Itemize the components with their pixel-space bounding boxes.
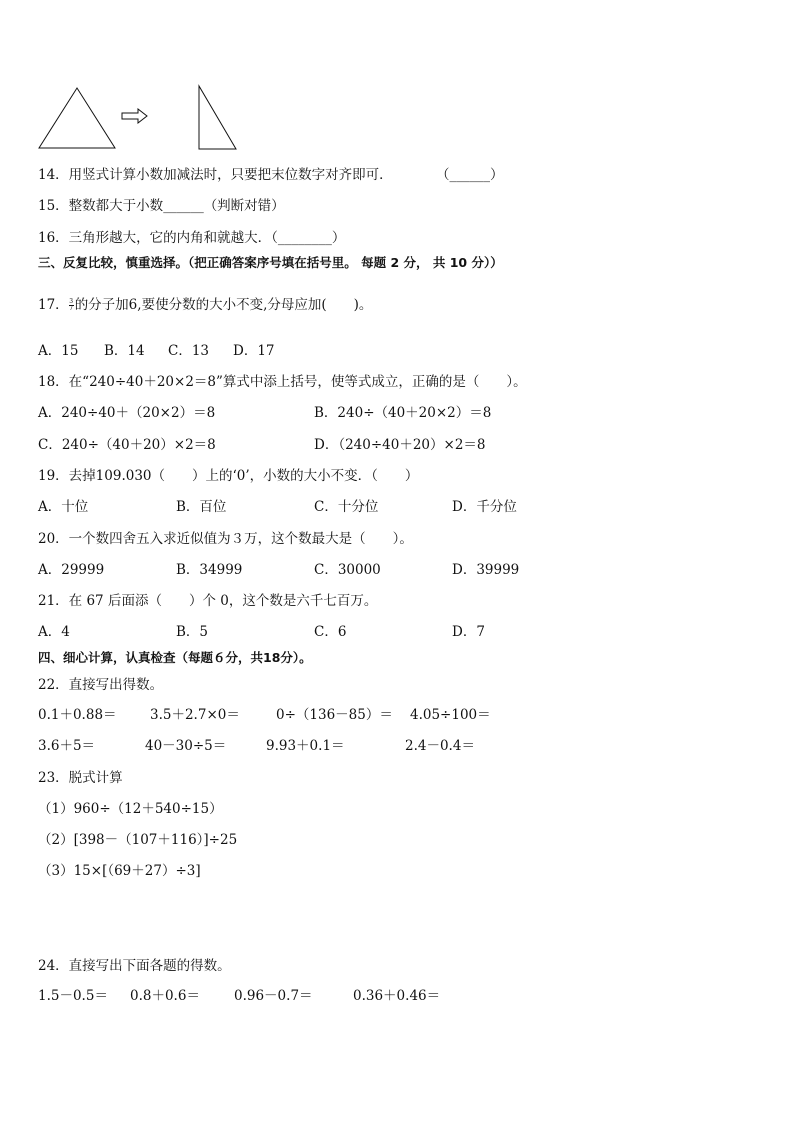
right-arrow-icon (121, 108, 149, 124)
calc-item: 40－30÷5＝ (145, 738, 227, 754)
question-15-text: 15．整数都大于小数 (38, 198, 164, 214)
calc-item: 0.96－0.7＝ (234, 988, 313, 1004)
section-3-title: 三、反复比较，慎重选择。（把正确答案序号填在括号里。 每题 2 分， 共 10 分）） (38, 255, 503, 270)
calc-item: 0.36＋0.46＝ (353, 988, 441, 1004)
question-16-text: 16．三角形越大，它的内角和就越大．（________） (38, 230, 346, 246)
question-18-option-b: B．240÷（40＋20×2）＝8 (314, 405, 492, 421)
calc-item: 1.5－0.5＝ (38, 988, 108, 1004)
question-19-option-c: C．十分位 (314, 499, 379, 515)
question-15-note: （判断对错） (203, 198, 285, 214)
question-14-answer-bracket: （______） (436, 167, 504, 183)
calc-item: 3.6＋5＝ (38, 738, 96, 754)
question-21: 21．在 67 后面添（ ）个 0，这个数是六千七百万。 (38, 593, 378, 609)
question-21-option-c: C．6 (314, 624, 347, 640)
question-21-option-d: D．7 (452, 624, 485, 640)
question-19-option-a: A．十位 (38, 499, 89, 515)
question-17-text: 的分子加6,要使分数的大小不变,分母应加( )。 (74, 297, 373, 313)
question-14 (38, 166, 393, 184)
section-4-title: 四、细心计算，认真检查（每题６分，共18分）。 (38, 650, 312, 665)
question-20-option-c: C．30000 (314, 562, 381, 578)
question-17-option-c: C．13 (168, 343, 210, 359)
question-17 (38, 296, 372, 314)
right-triangle-figure (196, 84, 240, 152)
question-15 (38, 197, 285, 215)
question-21-option-b: B．5 (176, 624, 209, 640)
fraction-denominator: 7 (69, 305, 74, 312)
question-19-option-d: D．千分位 (452, 499, 517, 515)
question-19-option-b: B．百位 (176, 499, 227, 515)
step-calc-item: （3）15×[（69＋27）÷3] (38, 863, 201, 879)
question-21-option-a: A．4 (38, 624, 70, 640)
question-18: 18．在“240÷40＋20×2＝8”算式中添上括号，使等式成立，正确的是（ ）。 (38, 374, 527, 390)
calc-item: 3.5＋2.7×0＝ (150, 707, 240, 723)
question-20-option-a: A．29999 (38, 562, 105, 578)
question-17-option-a: A．15 (38, 343, 79, 359)
question-18-option-d: D．（240÷40＋20）×2＝8 (314, 437, 486, 453)
question-24: 24．直接写出下面各题的得数。 (38, 958, 231, 974)
question-23: 23．脱式计算 (38, 770, 123, 786)
question-17-number: 17． (38, 297, 69, 313)
step-calc-item: （1）960÷（12＋540÷15） (38, 801, 223, 817)
equilateral-triangle-figure (38, 86, 118, 151)
question-20: 20．一个数四舍五入求近似值为３万，这个数最大是（ ）。 (38, 531, 413, 547)
calc-item: 9.93＋0.1＝ (266, 738, 345, 754)
question-17-option-d: D．17 (233, 343, 275, 359)
question-19: 19．去掉109.030（ ）上的‘0’，小数的大小不变．（ ） (38, 468, 419, 484)
question-18-option-c: C．240÷（40＋20）×2＝8 (38, 437, 216, 453)
question-20-option-b: B．34999 (176, 562, 243, 578)
question-14-text: 14．用竖式计算小数加减法时，只要把末位数字对齐即可． (38, 167, 393, 183)
question-20-option-d: D．39999 (452, 562, 520, 578)
calc-item: 0.8＋0.6＝ (130, 988, 200, 1004)
question-17-option-b: B．14 (104, 343, 145, 359)
question-18-option-a: A．240÷40＋（20×2）＝8 (38, 405, 216, 421)
fraction-three-sevenths (69, 299, 74, 312)
calc-item: 4.05÷100＝ (410, 707, 491, 723)
question-22: 22．直接写出得数。 (38, 677, 164, 693)
calc-item: 0÷（136－85）＝ (276, 707, 393, 723)
question-15-blank: ______ (163, 198, 204, 214)
calc-item: 0.1＋0.88＝ (38, 707, 117, 723)
question-16 (38, 229, 345, 247)
step-calc-item: （2）[398－（107＋116）]÷25 (38, 832, 238, 848)
calc-item: 2.4－0.4＝ (405, 738, 475, 754)
fraction-numerator: 3 (69, 298, 74, 305)
